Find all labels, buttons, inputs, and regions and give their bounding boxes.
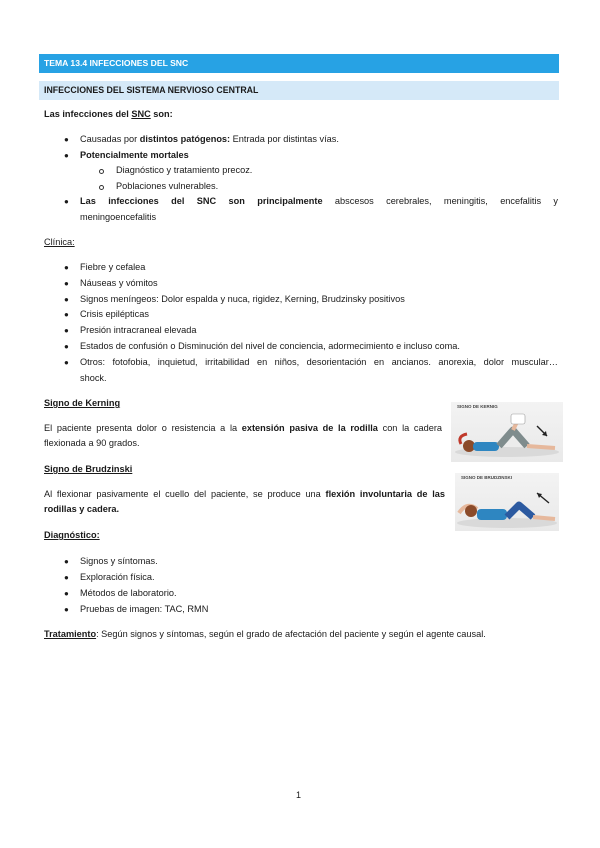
bullet-dot: ● <box>64 151 69 160</box>
b3-strong: Las infecciones del SNC son principalmente <box>80 196 323 206</box>
b1-pre: Causadas por <box>80 134 140 144</box>
page-number: 1 <box>296 790 302 800</box>
kerning-strong: extensión pasiva de la rodilla <box>241 423 378 433</box>
brudzinski-strong: flexión involuntaria de las <box>325 489 446 499</box>
tratamiento-line <box>44 629 486 639</box>
bullet-dot: ● <box>64 295 69 304</box>
intro-post: son: <box>150 109 173 119</box>
tratamiento-title: Tratamiento <box>44 629 97 639</box>
clinica-item: Estados de confusión o Disminución del nivel de conciencia, adormecimiento e incluso coma. <box>80 341 460 351</box>
clinica-item: Fiebre y cefalea <box>80 262 146 272</box>
intro-line <box>44 109 173 119</box>
bullet-dot: ● <box>64 135 69 144</box>
patient-neck-flexion-icon <box>455 473 559 531</box>
bullet-dot: ● <box>64 263 69 272</box>
sub-bullet-circle <box>99 185 104 190</box>
clinica-item: Signos meníngeos: Dolor espalda y nuca, rigidez, Kerning, Brudzinsky positivos <box>80 294 405 304</box>
brudzinski-text-line-2: rodillas y cadera. <box>44 504 120 514</box>
clinica-item: Crisis epilépticas <box>80 309 149 319</box>
bullet-dot: ● <box>64 342 69 351</box>
clinica-title <box>44 237 75 247</box>
diagnostico-item: Métodos de laboratorio. <box>80 588 177 598</box>
clinica-item: Náuseas y vómitos <box>80 278 158 288</box>
bullet-dot: ● <box>64 326 69 335</box>
brudzinski-title <box>44 464 132 474</box>
bullet-1 <box>80 134 339 144</box>
bullet-dot: ● <box>64 573 69 582</box>
bullet-dot: ● <box>64 279 69 288</box>
bullet-2-sub-1: Diagnóstico y tratamiento precoz. <box>116 165 253 175</box>
kernig-caption: SIGNO DE KERNIG <box>457 404 498 409</box>
intro-pre: Las infecciones del <box>44 109 132 119</box>
brudzinski-title-text: Signo de Brudzinski <box>44 464 133 474</box>
bullet-3 <box>80 196 558 206</box>
b1-strong: distintos patógenos: <box>139 134 231 144</box>
bullet-2: Potencialmente mortales <box>80 150 189 160</box>
kerning-post: con la cadera <box>377 423 443 433</box>
kerning-pre: El paciente presenta dolor o resistencia a la <box>44 423 242 433</box>
clinica-title-text: Clínica: <box>44 237 75 247</box>
tema-header-bar <box>39 54 559 73</box>
bullet-dot: ● <box>64 605 69 614</box>
brudzinski-caption: SIGNO DE BRUDZINSKI <box>461 475 513 480</box>
kerning-title-text: Signo de Kerning <box>44 398 121 408</box>
clinica-item: Presión intracraneal elevada <box>80 325 197 335</box>
kerning-text-line-2: flexionada a 90 grados. <box>44 438 140 448</box>
sub-bullet-circle <box>99 169 104 174</box>
kerning-text <box>44 423 442 433</box>
clinica-item-continued: shock. <box>80 373 107 383</box>
b3-rest: abscesos cerebrales, meningitis, encefalitis y <box>322 196 559 206</box>
brudzinski-sign-illustration <box>455 473 559 531</box>
diagnostico-item: Exploración física. <box>80 572 155 582</box>
section-title: INFECCIONES DEL SISTEMA NERVIOSO CENTRAL <box>44 85 259 95</box>
diagnostico-item: Signos y síntomas. <box>80 556 158 566</box>
bullet-dot: ● <box>64 557 69 566</box>
bullet-dot: ● <box>64 197 69 206</box>
tratamiento-text: : Según signos y síntomas, según el grado de afectación del paciente y según el agente causal. <box>96 629 486 639</box>
bullet-dot: ● <box>64 358 69 367</box>
bullet-dot: ● <box>64 310 69 319</box>
b1-rest: Entrada por distintas vías. <box>230 134 339 144</box>
diagnostico-title-text: Diagnóstico: <box>44 530 100 540</box>
bullet-2-sub-2: Poblaciones vulnerables. <box>116 181 219 191</box>
diagnostico-item: Pruebas de imagen: TAC, RMN <box>80 604 209 614</box>
kernig-sign-illustration <box>451 402 563 462</box>
bullet-dot: ● <box>64 589 69 598</box>
tema-title: TEMA 13.4 INFECCIONES DEL SNC <box>44 58 189 68</box>
diagnostico-title <box>44 530 100 540</box>
intro-snc: SNC <box>131 109 151 119</box>
kerning-title <box>44 398 120 408</box>
clinica-item: Otros: fotofobia, inquietud, irritabilidad en niños, desorientación en ancianos. anorexia, dolor muscular… <box>80 357 558 367</box>
patient-lying-icon <box>451 402 563 462</box>
brudzinski-pre: Al flexionar pasivamente el cuello del paciente, se produce una <box>44 489 326 499</box>
brudzinski-text <box>44 489 445 499</box>
section-header-bar <box>39 81 559 100</box>
bullet-3-line-2: meningoencefalitis <box>80 212 157 222</box>
